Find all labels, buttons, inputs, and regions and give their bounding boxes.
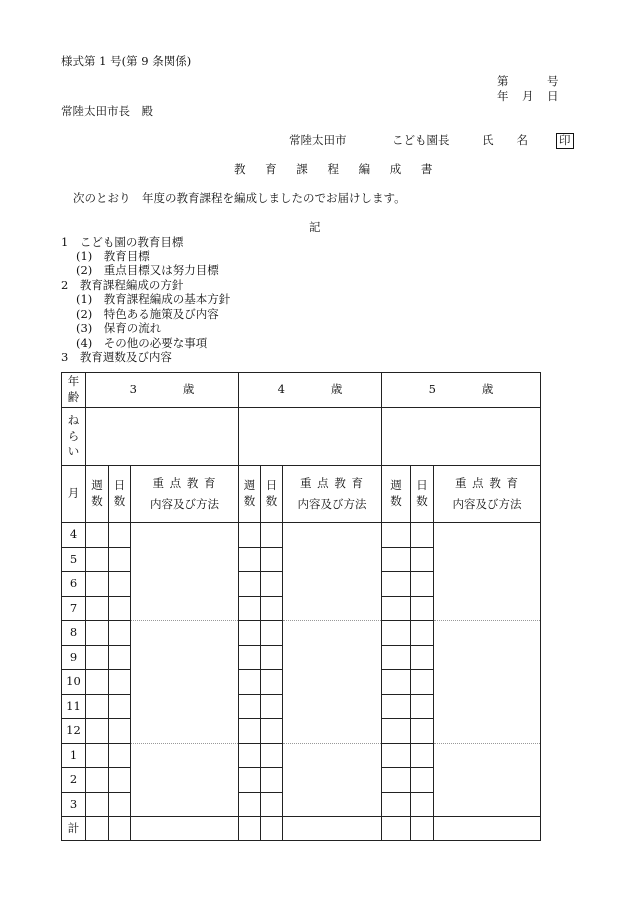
section-2-item-1: (1) 教育課程編成の基本方針 <box>76 292 231 306</box>
total-label: 計 <box>62 817 86 841</box>
weeks-cell-age-5[interactable] <box>382 572 411 597</box>
weeks-cell-age-4[interactable] <box>239 596 261 621</box>
month-label: 10 <box>62 670 86 695</box>
days-cell-age-3[interactable] <box>109 645 131 670</box>
weeks-cell-age-4[interactable] <box>239 670 261 695</box>
total-weeks-age-4[interactable] <box>239 817 261 841</box>
days-cell-age-5[interactable] <box>411 792 434 817</box>
document-title: 教 育 課 程 編 成 書 <box>234 162 441 176</box>
focus-cell-age-3-term-1[interactable] <box>131 523 239 621</box>
aim-age-3[interactable] <box>86 408 239 466</box>
weeks-cell-age-3[interactable] <box>86 719 109 744</box>
section-2-item-3: (3) 保育の流れ <box>76 321 162 335</box>
days-cell-age-5[interactable] <box>411 694 434 719</box>
weeks-cell-age-5[interactable] <box>382 645 411 670</box>
focus-header-line-2: 内容及び方法 <box>297 497 367 511</box>
month-label: 1 <box>62 743 86 768</box>
weeks-header-age-4 <box>239 466 261 523</box>
days-cell-age-4[interactable] <box>261 523 283 548</box>
weeks-cell-age-4[interactable] <box>239 621 261 646</box>
age-header-cell <box>62 373 86 408</box>
focus-header-age-5 <box>434 466 541 523</box>
days-cell-age-4[interactable] <box>261 670 283 695</box>
total-days-age-5[interactable] <box>411 817 434 841</box>
weeks-cell-age-5[interactable] <box>382 694 411 719</box>
month-label: 8 <box>62 621 86 646</box>
days-cell-age-3[interactable] <box>109 768 131 793</box>
focus-header-line-1: 重 点 教 育 <box>455 475 519 490</box>
days-cell-age-4[interactable] <box>261 621 283 646</box>
days-cell-age-4[interactable] <box>261 792 283 817</box>
date-day: 日 <box>547 89 559 103</box>
weeks-cell-age-5[interactable] <box>382 621 411 646</box>
days-cell-age-4[interactable] <box>261 645 283 670</box>
weeks-cell-age-4[interactable] <box>239 694 261 719</box>
days-cell-age-4[interactable] <box>261 694 283 719</box>
month-row <box>62 743 541 768</box>
weeks-cell-age-4[interactable] <box>239 523 261 548</box>
weeks-cell-age-5[interactable] <box>382 792 411 817</box>
days-cell-age-3[interactable] <box>109 596 131 621</box>
days-cell-age-3[interactable] <box>109 719 131 744</box>
weeks-cell-age-4[interactable] <box>239 792 261 817</box>
curriculum-table <box>61 372 541 841</box>
weeks-cell-age-3[interactable] <box>86 670 109 695</box>
focus-header-line-2: 内容及び方法 <box>452 497 522 511</box>
weeks-cell-age-5[interactable] <box>382 596 411 621</box>
weeks-cell-age-4[interactable] <box>239 572 261 597</box>
weeks-header-label: 週数 <box>91 478 103 508</box>
days-cell-age-3[interactable] <box>109 792 131 817</box>
focus-cell-age-5-term-3[interactable] <box>434 743 541 817</box>
aim-header-label: ねらい <box>67 413 80 459</box>
month-label: 5 <box>62 547 86 572</box>
focus-header-line-1: 重 点 教 育 <box>300 475 364 490</box>
total-days-age-4[interactable] <box>261 817 283 841</box>
weeks-cell-age-3[interactable] <box>86 572 109 597</box>
days-cell-age-3[interactable] <box>109 547 131 572</box>
weeks-cell-age-4[interactable] <box>239 768 261 793</box>
days-header-age-5 <box>411 466 434 523</box>
date-year: 年 <box>497 89 509 103</box>
total-focus-age-3 <box>131 817 239 841</box>
age-4-header: 4 歳 <box>239 373 382 408</box>
section-2-item-4: (4) その他の必要な事項 <box>76 336 208 350</box>
days-cell-age-3[interactable] <box>109 572 131 597</box>
days-cell-age-4[interactable] <box>261 596 283 621</box>
weeks-cell-age-3[interactable] <box>86 547 109 572</box>
focus-header-line-1: 重 点 教 育 <box>152 475 217 490</box>
section-1-heading: 1 こども園の教育目標 <box>61 235 184 249</box>
focus-header-age-3 <box>131 466 239 523</box>
total-focus-age-5 <box>434 817 541 841</box>
month-label: 6 <box>62 572 86 597</box>
section-3-heading: 3 教育週数及び内容 <box>61 350 172 364</box>
days-header-age-4 <box>261 466 283 523</box>
weeks-cell-age-3[interactable] <box>86 792 109 817</box>
days-cell-age-5[interactable] <box>411 547 434 572</box>
days-cell-age-4[interactable] <box>261 743 283 768</box>
weeks-cell-age-3[interactable] <box>86 621 109 646</box>
total-days-age-3[interactable] <box>109 817 131 841</box>
days-cell-age-4[interactable] <box>261 719 283 744</box>
weeks-header-label: 週数 <box>390 478 402 508</box>
total-weeks-age-3[interactable] <box>86 817 109 841</box>
month-label: 9 <box>62 645 86 670</box>
section-2-item-2: (2) 特色ある施策及び内容 <box>76 307 219 321</box>
days-cell-age-3[interactable] <box>109 523 131 548</box>
days-header-label: 日数 <box>265 478 278 508</box>
days-cell-age-5[interactable] <box>411 719 434 744</box>
weeks-header-age-3 <box>86 466 109 523</box>
doc-number-prefix: 第 <box>497 74 509 88</box>
weeks-header-label: 週数 <box>243 478 256 508</box>
date-month: 月 <box>522 89 534 103</box>
section-1-item-1: (1) 教育目標 <box>76 249 150 263</box>
focus-header-line-2: 内容及び方法 <box>150 497 219 511</box>
days-cell-age-4[interactable] <box>261 768 283 793</box>
sender-role: こども園長 <box>392 133 450 147</box>
weeks-cell-age-4[interactable] <box>239 743 261 768</box>
focus-header-age-4 <box>283 466 382 523</box>
days-cell-age-3[interactable] <box>109 621 131 646</box>
days-header-label: 日数 <box>113 478 126 508</box>
focus-cell-age-5-term-1[interactable] <box>434 523 541 621</box>
weeks-cell-age-3[interactable] <box>86 694 109 719</box>
weeks-cell-age-3[interactable] <box>86 743 109 768</box>
focus-cell-age-4-term-2[interactable] <box>283 621 382 744</box>
days-header-age-3 <box>109 466 131 523</box>
days-cell-age-3[interactable] <box>109 743 131 768</box>
weeks-cell-age-3[interactable] <box>86 596 109 621</box>
month-row <box>62 621 541 646</box>
age-5-header: 5 歳 <box>382 373 541 408</box>
days-cell-age-4[interactable] <box>261 572 283 597</box>
days-cell-age-5[interactable] <box>411 645 434 670</box>
days-cell-age-5[interactable] <box>411 523 434 548</box>
month-label: 4 <box>62 523 86 548</box>
month-label: 7 <box>62 596 86 621</box>
weeks-cell-age-5[interactable] <box>382 719 411 744</box>
total-focus-age-4 <box>283 817 382 841</box>
focus-cell-age-4-term-3[interactable] <box>283 743 382 817</box>
days-cell-age-5[interactable] <box>411 596 434 621</box>
section-2-heading: 2 教育課程編成の方針 <box>61 278 184 292</box>
total-weeks-age-5[interactable] <box>382 817 411 841</box>
sender-city: 常陸太田市 <box>289 133 347 147</box>
month-header: 月 <box>62 466 86 523</box>
sender-name-label: 氏 名 <box>482 133 528 147</box>
days-cell-age-3[interactable] <box>109 670 131 695</box>
days-cell-age-5[interactable] <box>411 743 434 768</box>
weeks-cell-age-5[interactable] <box>382 743 411 768</box>
weeks-cell-age-5[interactable] <box>382 547 411 572</box>
section-1-item-2: (2) 重点目標又は努力目標 <box>76 263 219 277</box>
weeks-cell-age-5[interactable] <box>382 768 411 793</box>
weeks-cell-age-5[interactable] <box>382 523 411 548</box>
weeks-cell-age-4[interactable] <box>239 645 261 670</box>
focus-cell-age-3-term-3[interactable] <box>131 743 239 817</box>
weeks-cell-age-4[interactable] <box>239 719 261 744</box>
seal-mark <box>556 133 574 149</box>
age-3-header: 3 歳 <box>86 373 239 408</box>
days-cell-age-5[interactable] <box>411 670 434 695</box>
weeks-cell-age-3[interactable] <box>86 768 109 793</box>
days-header-label: 日数 <box>416 478 428 508</box>
month-label: 2 <box>62 768 86 793</box>
ki-label: 記 <box>309 220 321 234</box>
focus-cell-age-3-term-2[interactable] <box>131 621 239 744</box>
aim-header-cell <box>62 408 86 466</box>
focus-cell-age-5-term-2[interactable] <box>434 621 541 744</box>
weeks-cell-age-3[interactable] <box>86 645 109 670</box>
aim-age-5[interactable] <box>382 408 541 466</box>
days-cell-age-5[interactable] <box>411 621 434 646</box>
weeks-cell-age-4[interactable] <box>239 547 261 572</box>
weeks-cell-age-5[interactable] <box>382 670 411 695</box>
addressee: 常陸太田市長 殿 <box>61 104 153 118</box>
days-cell-age-5[interactable] <box>411 768 434 793</box>
days-cell-age-4[interactable] <box>261 547 283 572</box>
aim-age-4[interactable] <box>239 408 382 466</box>
weeks-header-age-5 <box>382 466 411 523</box>
month-row <box>62 523 541 548</box>
focus-cell-age-4-term-1[interactable] <box>283 523 382 621</box>
intro-text: 次のとおり 年度の教育課程を編成しましたのでお届けします。 <box>73 191 406 205</box>
form-number: 様式第 1 号(第 9 条関係) <box>61 54 192 68</box>
age-header-label: 年齢 <box>67 374 80 404</box>
days-cell-age-3[interactable] <box>109 694 131 719</box>
month-label: 12 <box>62 719 86 744</box>
doc-number-suffix: 号 <box>547 74 559 88</box>
seal-label: 印 <box>556 133 574 149</box>
days-cell-age-5[interactable] <box>411 572 434 597</box>
month-label: 11 <box>62 694 86 719</box>
weeks-cell-age-3[interactable] <box>86 523 109 548</box>
month-label: 3 <box>62 792 86 817</box>
